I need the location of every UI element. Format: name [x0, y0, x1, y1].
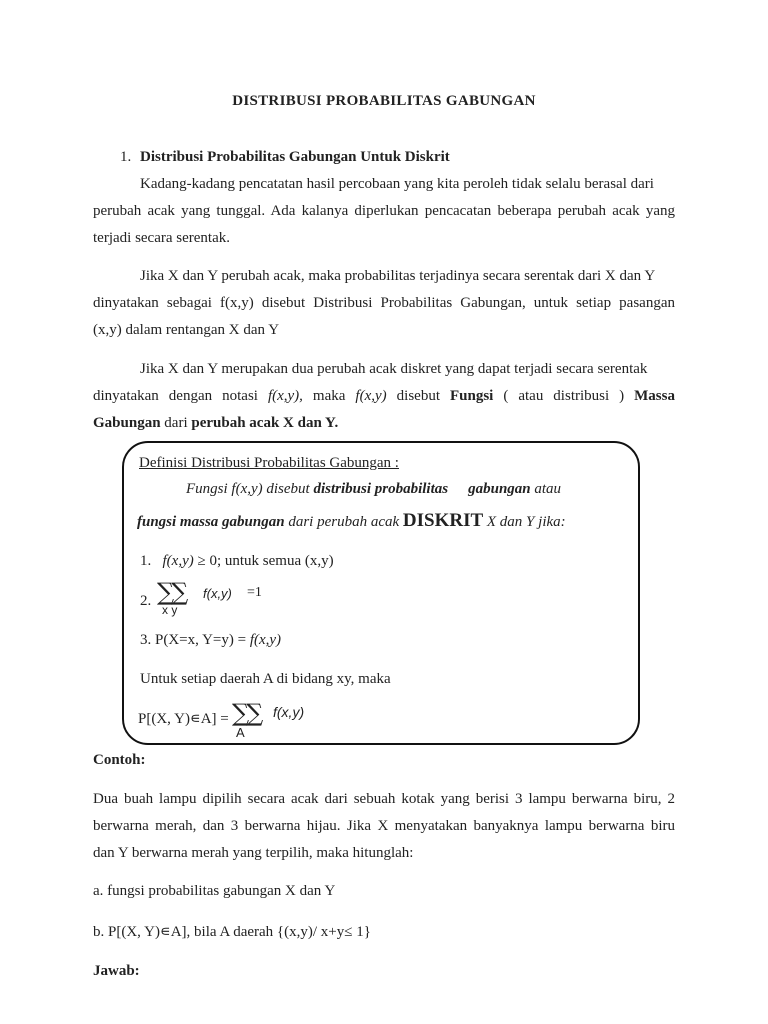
section-heading: Distribusi Probabilitas Gabungan Untuk Diskrit [140, 149, 450, 165]
contoh-label: Contoh: [93, 752, 146, 768]
def-item1 [140, 553, 334, 570]
def-gabungan: gabungan [468, 481, 531, 497]
definition-line2 [137, 510, 566, 532]
def-fungsi-massa: fungsi massa gabungan [137, 514, 285, 530]
para3-gabungan: Gabungan [93, 415, 161, 431]
para1-line3: terjadi secara serentak. [93, 230, 230, 246]
para3-text-b: maka [302, 388, 356, 404]
para3-text-a: dinyatakan dengan notasi [93, 388, 268, 404]
para3-massa: Massa [634, 388, 675, 404]
para2-line1: Jika X dan Y perubah acak, maka probabilitas terjadinya secara serentak dari X dan Y [140, 268, 656, 284]
para3-dari: dari [160, 415, 192, 431]
para2-line3: (x,y) dalam rentangan X dan Y [93, 322, 280, 338]
def-prob-a: P[(X, Y)∊A] = [138, 711, 229, 727]
contoh-line1: Dua buah lampu dipilih secara acak dari sebuah kotak yang berisi 3 lampu berwarna biru, 2 [93, 791, 675, 807]
def-item2-sub: x y [162, 603, 178, 617]
def-item2-f: f(x,y) [203, 586, 232, 601]
para3-end: perubah acak X dan Y. [191, 415, 339, 431]
para3-notation-2: f(x,y) [355, 388, 387, 404]
para3-line3 [93, 415, 338, 432]
definition-heading: Definisi Distribusi Probabilitas Gabungan : [139, 455, 399, 471]
def-dari-perubah: dari perubah acak [284, 514, 403, 530]
contoh-line3: dan Y berwarna merah yang terpilih, maka hitunglah: [93, 845, 414, 861]
para3-line1: Jika X dan Y merupakan dua perubah acak diskret yang dapat terjadi secara serentak [140, 361, 648, 377]
page-title: DISTRIBUSI PROBABILITAS GABUNGAN [232, 93, 536, 109]
def-item2-sigma: ∑∑ [157, 578, 186, 606]
para3-line2 [93, 388, 675, 405]
para3-text-c: disebut [386, 388, 450, 404]
para3-fungsi: Fungsi [449, 388, 494, 404]
question-a: a. fungsi probabilitas gabungan X dan Y [93, 883, 336, 899]
def-prob-f: f(x,y) [273, 704, 305, 720]
def-distribusi-probabilitas: distribusi probabilitas [313, 481, 449, 497]
para3-notation-1: f(x,y), [267, 388, 303, 404]
def-item1-rest: ≥ 0; untuk semua (x,y) [193, 553, 334, 569]
contoh-line2: berwarna merah, dan 3 berwarna hijau. Jika X menyatakan banyaknya lampu berwarna biru [93, 818, 675, 834]
section-number: 1. [120, 149, 132, 165]
def-prob-sub: A [236, 725, 245, 740]
def-item3-f: f(x,y) [249, 632, 282, 648]
def-diskrit: DISKRIT [402, 510, 484, 531]
def-atau: atau [530, 481, 562, 497]
para1-line2: perubah acak yang tunggal. Ada kalanya diperlukan pencacatan beberapa perubah acak yang [93, 203, 675, 219]
para2-line2: dinyatakan sebagai f(x,y) disebut Distribusi Probabilitas Gabungan, untuk setiap pasangan [93, 295, 675, 311]
def-item3-text: 3. P(X=x, Y=y) = [140, 632, 250, 648]
def-prob-sigma: ∑∑ [232, 699, 261, 727]
definition-line1 [186, 481, 561, 498]
question-b: b. P[(X, Y)∊A], bila A daerah {(x,y)/ x+y≤ 1} [93, 924, 371, 940]
def-item2-eq: =1 [247, 585, 262, 600]
def-item2-num: 2. [140, 593, 152, 609]
def-item1-num: 1. [140, 553, 152, 569]
para1-line1: Kadang-kadang pencatatan hasil percobaan yang kita peroleh tidak selalu berasal dari [140, 176, 654, 192]
def-region: Untuk setiap daerah A di bidang xy, maka [140, 671, 391, 687]
para3-text-d: ( atau distribusi ) [493, 388, 635, 404]
def-fungsi-text: Fungsi f(x,y) disebut [186, 481, 314, 497]
def-item1-f: f(x,y) [162, 553, 194, 569]
def-item3 [140, 632, 281, 649]
jawab-label: Jawab: [93, 963, 140, 979]
def-x-dan-y: X dan Y jika: [483, 514, 566, 530]
